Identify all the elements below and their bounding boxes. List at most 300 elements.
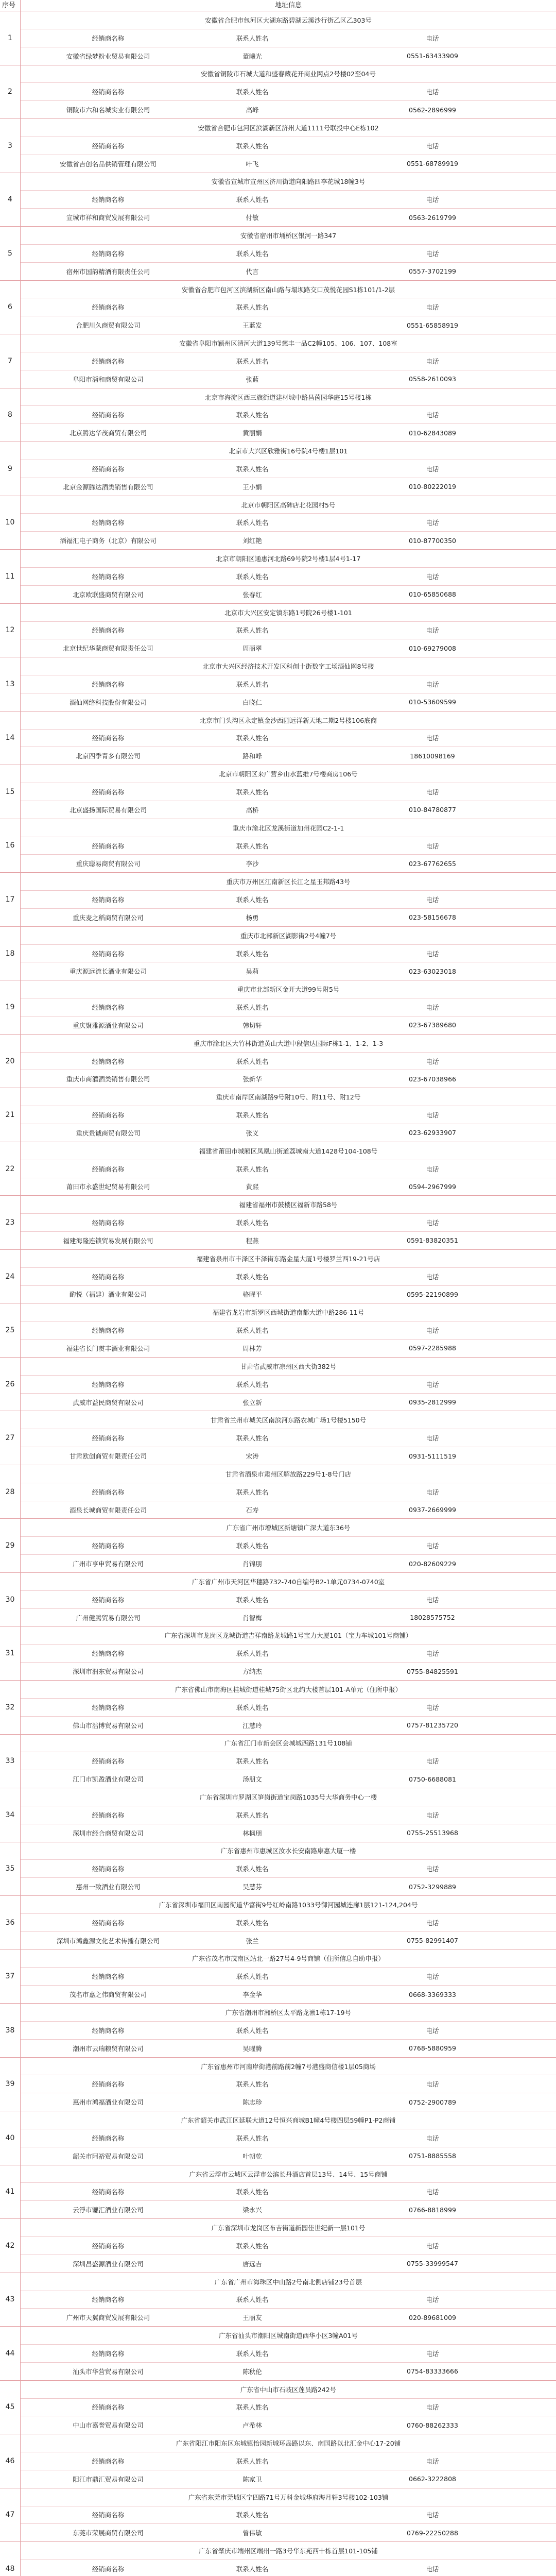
phone-label: 电话 [426,1165,439,1173]
phone-label: 电话 [426,34,439,42]
value-row [21,209,556,226]
table-row [0,604,556,658]
dealer-label: 经销商名称 [92,1919,125,1927]
address-text: 福建省莆田市城厢区凤凰山街道荔城南大道1428号104-108号 [21,1142,556,1160]
table-row [0,873,556,927]
phone-label: 电话 [426,1327,439,1335]
value-row [21,1878,556,1895]
table-row [0,980,556,1035]
phone-number: 0760-88262333 [407,2421,458,2429]
contact-label: 联系人姓名 [236,249,269,258]
address-text: 重庆市渝北区龙溪街道加州花园C2-1-1 [21,819,556,837]
address-text: 北京市朝阳区通惠河北路69号院2号楼1层4号1-17 [21,550,556,568]
contact-name: 肖智梅 [242,1614,262,1622]
address-text: 甘肃省兰州市城关区南滨河东路农城广场1号楼5150号 [21,1411,556,1429]
address-text: 安徽省合肥市包河区滨湖新区济州大道1111号联投中心E栋102 [21,119,556,137]
label-row [21,191,556,209]
table-row [0,1088,556,1142]
dealer-name: 铜陵市六和名城实业有限公司 [66,106,150,114]
contact-name: 杨勇 [246,913,259,922]
address-text: 广东省肇庆市端州区端州一路3号华东苑西十栋首层101-105铺 [21,2542,556,2560]
contact-name: 高峰 [246,106,259,114]
label-row [21,29,556,47]
dealer-label: 经销商名称 [92,2080,125,2089]
contact-label: 联系人姓名 [236,1380,269,1388]
phone-number: 010-80222019 [409,483,456,491]
label-row [21,2291,556,2309]
value-row [21,1447,556,1465]
address-text: 广东省汕头市潮阳区城南街道西华小区3幢A01号 [21,2327,556,2345]
row-number: 17 [0,873,21,926]
phone-number: 023-63023018 [409,967,456,975]
contact-name: 代言 [246,267,259,276]
contact-name: 周丽翠 [242,645,262,653]
value-row [21,1986,556,2003]
address-text: 安徽省宿州市埇桥区银河一路347 [21,227,556,245]
address-text: 广东省佛山市南海区桂城街道桂城75街区北约大楼首层101-A单元（住所申报） [21,1681,556,1699]
contact-label: 联系人姓名 [236,1057,269,1065]
contact-name: 陈秋伦 [242,2367,262,2376]
dealer-label: 经销商名称 [92,1111,125,1120]
phone-label: 电话 [426,572,439,581]
contact-label: 联系人姓名 [236,896,269,904]
phone-number: 023-67038966 [409,1075,456,1083]
contact-label: 联系人姓名 [236,465,269,473]
row-body [21,334,556,388]
address-text: 广东省深圳市罗湖区笋岗街道宝岗路1035号大华商务中心一楼 [21,1788,556,1806]
label-row [21,352,556,370]
contact-name: 高桥 [246,806,259,814]
dealer-label: 经销商名称 [92,2134,125,2142]
dealer-name: 中山市嘉誉贸易有限公司 [73,2421,144,2430]
row-number: 26 [0,1358,21,1411]
dealer-name: 云浮市镰汇酒业有限公司 [73,2206,144,2214]
dealer-label: 经销商名称 [92,734,125,742]
table-row [0,1626,556,1681]
phone-label: 电话 [426,1757,439,1766]
contact-name: 卢希林 [242,2421,262,2430]
phone-number: 18610098169 [410,752,455,760]
contact-label: 联系人姓名 [236,626,269,635]
contact-name: 张立新 [242,1398,262,1406]
contact-label: 联系人姓名 [236,1703,269,1711]
contact-label: 联系人姓名 [236,1865,269,1873]
value-row [21,370,556,388]
contact-name: 曾伟敏 [242,2529,262,2537]
value-row [21,1286,556,1303]
dealer-label: 经销商名称 [92,411,125,419]
phone-label: 电话 [426,2188,439,2196]
value-row [21,2201,556,2218]
contact-label: 联系人姓名 [236,1919,269,1927]
phone-label: 电话 [426,788,439,796]
phone-label: 电话 [426,2242,439,2250]
value-row [21,639,556,657]
table-row [0,2488,556,2543]
dealer-label: 经销商名称 [92,788,125,796]
phone-number: 010-87700350 [409,536,456,545]
contact-name: 黄熙 [246,1183,259,1191]
phone-number: 020-82609229 [409,1560,456,1568]
phone-label: 电话 [426,196,439,204]
row-number: 35 [0,1842,21,1896]
row-body [21,442,556,496]
contact-label: 联系人姓名 [236,1757,269,1766]
row-number: 43 [0,2273,21,2327]
row-number: 31 [0,1626,21,1680]
contact-label: 联系人姓名 [236,1273,269,1281]
row-number: 5 [0,227,21,280]
phone-number: 0662-3222808 [409,2475,456,2483]
contact-name: 付敏 [246,214,259,222]
value-row [21,424,556,442]
table-header [0,0,556,11]
table-row [0,1896,556,1950]
phone-number: 0755-33999547 [407,2260,458,2268]
phone-label: 电话 [426,2565,439,2573]
contact-name: 叶飞 [246,160,259,168]
dealer-label: 经销商名称 [92,303,125,312]
dealer-label: 经销商名称 [92,1380,125,1388]
phone-label: 电话 [426,2457,439,2465]
row-number: 12 [0,604,21,657]
row-body [21,2434,556,2488]
phone-number: 010-69279008 [409,644,456,652]
label-row [21,1968,556,1986]
contact-name: 叶朝乾 [242,2152,262,2160]
contact-label: 联系人姓名 [236,2080,269,2089]
dealer-label: 经销商名称 [92,2403,125,2412]
contact-label: 联系人姓名 [236,2511,269,2519]
table-row [0,550,556,604]
row-body [21,173,556,227]
dealer-name: 重庆聚雅源酒业有限公司 [73,1021,144,1029]
value-row [21,1770,556,1788]
table-row [0,442,556,496]
phone-number: 0768-5880959 [409,2044,456,2053]
phone-label: 电话 [426,1273,439,1281]
dealer-name: 甘肃欧创商贸有限责任公司 [69,1452,147,1461]
phone-number: 0595-22190899 [407,1290,458,1298]
phone-label: 电话 [426,1111,439,1120]
phone-label: 电话 [426,465,439,473]
value-row [21,2147,556,2165]
address-text: 广东省深圳市龙岗区布吉街道新园佳世纪新一层101号 [21,2219,556,2237]
row-body [21,1842,556,1896]
value-row [21,2363,556,2380]
row-number: 9 [0,442,21,496]
row-number: 29 [0,1519,21,1572]
table-row [0,927,556,981]
phone-number: 0597-2285988 [409,1344,456,1352]
row-number: 38 [0,2004,21,2057]
phone-number: 023-67762655 [409,859,456,868]
dealer-name: 深圳昌盛源酒业有限公司 [73,2260,144,2268]
row-number: 10 [0,496,21,550]
contact-name: 汤朋文 [242,1775,262,1784]
label-row [21,514,556,532]
address-text: 广东省深圳市龙岗区龙城街道吉祥南路龙城路1号宝力大厦101（宝力车城101号商铺） [21,1626,556,1645]
row-number: 2 [0,65,21,119]
value-row [21,1070,556,1088]
address-text: 广东省阳江市阳东区东城镇怡园新城环岛路以东、南国路以北汇金中心17-20铺 [21,2434,556,2452]
phone-number: 0757-81235720 [407,1721,458,1730]
contact-label: 联系人姓名 [236,1811,269,1819]
contact-label: 联系人姓名 [236,2403,269,2412]
contact-name: 张兰 [246,1937,259,1945]
contact-name: 张新华 [242,1075,262,1083]
address-text: 北京市大兴区经济技术开发区科创十街数字工场酒仙网8号楼 [21,657,556,675]
address-text: 甘肃省酒泉市肃州区解放路229号1-8号门店 [21,1465,556,1483]
dealer-label: 经销商名称 [92,1327,125,1335]
value-row [21,47,556,65]
contact-label: 联系人姓名 [236,680,269,688]
contact-name: 路和峰 [242,752,262,760]
contact-label: 联系人姓名 [236,734,269,742]
contact-name: 韩切轩 [242,1021,262,1029]
phone-label: 电话 [426,249,439,258]
contact-name: 骆曜平 [242,1291,262,1299]
row-body [21,819,556,873]
contact-name: 王蓝发 [242,321,262,330]
phone-label: 电话 [426,842,439,850]
phone-label: 电话 [426,411,439,419]
dealer-label: 经销商名称 [92,2026,125,2035]
value-row [21,2309,556,2326]
row-body [21,1626,556,1680]
dealer-label: 经销商名称 [92,1434,125,1443]
address-text: 重庆市南岸区南湖路9号附10号、附11号、附12号 [21,1088,556,1106]
row-body [21,2004,556,2057]
label-row [21,1645,556,1663]
dealer-label: 经销商名称 [92,519,125,527]
dealer-name: 韶关市阿裕贸易有限公司 [73,2152,144,2160]
dealer-label: 经销商名称 [92,950,125,958]
contact-label: 联系人姓名 [236,842,269,850]
row-body [21,1465,556,1519]
dealer-label: 经销商名称 [92,1273,125,1281]
contact-name: 陈家卫 [242,2475,262,2483]
row-body [21,2327,556,2380]
address-text: 福建省龙岩市新罗区西城街道南都大道中路286-11号 [21,1303,556,1321]
dealer-label: 经销商名称 [92,1973,125,1981]
label-row [21,998,556,1016]
address-text: 广东省深圳市福田区南园街道华富街9号红岭南路1033号御河园城连廊1层121-124,204号 [21,1896,556,1914]
label-row [21,1537,556,1555]
dealer-name: 莆田市永盛世纪贸易有限公司 [66,1183,150,1191]
row-number: 14 [0,711,21,765]
label-row [21,2345,556,2363]
table-row [0,1519,556,1573]
row-number: 33 [0,1735,21,1788]
dealer-name: 北京欧联盛商贸有限公司 [73,590,144,599]
row-body [21,1088,556,1142]
row-body [21,1681,556,1734]
dealer-name: 佛山市浩博贸易有限公司 [73,1721,144,1730]
label-row [21,83,556,101]
value-row [21,801,556,819]
phone-label: 电话 [426,88,439,96]
address-text: 广东省茂名市茂南区站北一路27号4-9号商铺（住所信息自助申报） [21,1950,556,1968]
address-text: 甘肃省武威市凉州区西大街382号 [21,1358,556,1376]
dealer-name: 北京金源腾达酒类销售有限公司 [63,483,153,491]
dealer-name: 安徽省绿梦粉业贸易有限公司 [66,52,150,60]
value-row [21,1717,556,1734]
phone-label: 电话 [426,950,439,958]
row-number: 40 [0,2111,21,2165]
dealer-name: 阜阳市淄和商贸有限公司 [73,375,144,383]
row-body [21,1573,556,1626]
row-body [21,1950,556,2004]
dealer-name: 重庆源远流长酒业有限公司 [69,968,147,976]
phone-number: 18028575752 [410,1614,455,1622]
contact-label: 联系人姓名 [236,196,269,204]
dealer-name: 酒仙网络科技股份有限公司 [69,698,147,706]
phone-number: 023-58156678 [409,913,456,922]
table-row [0,2219,556,2273]
contact-name: 方纳杰 [242,1668,262,1676]
dealer-label: 经销商名称 [92,88,125,96]
dealer-name: 惠州一致酒业有限公司 [76,1883,141,1891]
address-text: 广东省广州市海珠区中山路2号南北侧店铺23号首层 [21,2273,556,2291]
phone-label: 电话 [426,1650,439,1658]
table-row [0,765,556,819]
label-row [21,1860,556,1878]
table-row [0,1950,556,2004]
phone-label: 电话 [426,1919,439,1927]
table-row [0,65,556,120]
dealer-label: 经销商名称 [92,1219,125,1227]
row-body [21,2488,556,2542]
phone-number: 0769-22250288 [407,2529,458,2537]
dealer-name: 广州健腾贸易有限公司 [76,1614,141,1622]
value-row [21,1394,556,1411]
table-row [0,1196,556,1250]
table-row [0,2165,556,2219]
phone-label: 电话 [426,2026,439,2035]
address-text: 北京市大兴区安定镇东路1号院26号楼1-101 [21,604,556,622]
dealer-name: 宣城市祥和商贸发展有限公司 [66,214,150,222]
contact-name: 周林芳 [242,1344,262,1352]
contact-label: 联系人姓名 [236,1327,269,1335]
row-number: 8 [0,388,21,442]
phone-number: 0668-3369333 [409,1990,456,1998]
contact-label: 联系人姓名 [236,1434,269,1443]
value-row [21,101,556,118]
value-row [21,1932,556,1950]
phone-number: 0557-3702199 [409,267,456,276]
phone-label: 电话 [426,1434,439,1443]
contact-name: 张义 [246,1129,259,1137]
phone-number: 0752-3299889 [409,1883,456,1891]
phone-label: 电话 [426,1596,439,1604]
contact-name: 李金华 [242,1991,262,1999]
label-row [21,298,556,316]
label-row [21,730,556,748]
dealer-label: 经销商名称 [92,2349,125,2358]
phone-number: 0752-2900789 [409,2098,456,2106]
phone-number: 0563-2619799 [409,213,456,222]
contact-label: 联系人姓名 [236,572,269,581]
label-row [21,245,556,263]
address-text: 重庆市北部新区湖影街2号4幢7号 [21,927,556,945]
table-row [0,2273,556,2327]
value-row [21,1340,556,1357]
phone-label: 电话 [426,1004,439,1012]
address-text: 广东省东莞市莞城区宁四路71号万科金城华府海月轩3号楼102-103铺 [21,2488,556,2506]
contact-label: 联系人姓名 [236,1542,269,1550]
table-row [0,173,556,227]
dealer-label: 经销商名称 [92,1811,125,1819]
row-body [21,873,556,926]
row-number: 1 [0,11,21,65]
contact-name: 吴曜腾 [242,2044,262,2053]
dealer-label: 经销商名称 [92,1703,125,1711]
contact-label: 联系人姓名 [236,34,269,42]
dealer-name: 潮州市云瑞粮贸有限公司 [73,2044,144,2053]
address-text: 福建省泉州市丰泽区丰泽街东路金星大厦1号楼罗兰西19-21号店 [21,1250,556,1268]
row-body [21,1250,556,1303]
row-body [21,657,556,711]
phone-label: 电话 [426,1542,439,1550]
dealer-label: 经销商名称 [92,465,125,473]
label-row [21,568,556,586]
address-text: 安徽省铜陵市石城大道和盛春藏花开商业网点2号楼02至04号 [21,65,556,83]
contact-label: 联系人姓名 [236,1004,269,1012]
phone-number: 0755-25513968 [407,1829,458,1837]
label-row [21,622,556,640]
contact-label: 联系人姓名 [236,1111,269,1120]
value-row [21,1016,556,1034]
label-row [21,1214,556,1232]
row-number: 28 [0,1465,21,1519]
row-number: 24 [0,1250,21,1303]
dealer-label: 经销商名称 [92,680,125,688]
row-body [21,11,556,65]
row-number: 39 [0,2058,21,2111]
phone-number: 0754-83333666 [407,2367,458,2376]
phone-number: 0766-8818999 [409,2206,456,2214]
phone-label: 电话 [426,1488,439,1496]
dealer-name: 北京腾达华茂商贸有限公司 [69,429,147,437]
address-text: 广东省广州市天河区华穗路732-740自编号B2-1单元0734-0740室 [21,1573,556,1591]
table-row [0,1250,556,1304]
value-row [21,586,556,603]
dealer-name: 重庆聪易商贸有限公司 [76,860,141,868]
label-row [21,2452,556,2470]
dealer-name: 酒泉长城商贸有限责任公司 [69,1506,147,1514]
row-number: 22 [0,1142,21,1196]
address-text: 重庆市北部新区金开大道99号附5号 [21,980,556,998]
table-row [0,1465,556,1519]
dealer-label: 经销商名称 [92,1542,125,1550]
dealer-name: 东莞市荣展商贸有限公司 [73,2529,144,2537]
address-text: 广东省惠州市河南岸街港前路前2幢7号港盛商信楼1层05商场 [21,2058,556,2076]
contact-name: 白晓仁 [242,698,262,706]
label-row [21,460,556,478]
row-body [21,2273,556,2327]
label-row [21,2399,556,2417]
phone-number: 010-53609599 [409,698,456,706]
address-text: 广东省中山市石岐区莲员路242号 [21,2381,556,2399]
phone-number: 0551-68789919 [407,160,458,168]
phone-label: 电话 [426,303,439,312]
dealer-name: 茂名市嘉之伟商贸有限公司 [69,1991,147,1999]
row-body [21,765,556,819]
address-text: 广东省江门市新会区会城城西路131号108铺 [21,1735,556,1753]
row-body [21,2165,556,2219]
dealer-name: 广州市亨申贸易有限公司 [73,1560,144,1568]
